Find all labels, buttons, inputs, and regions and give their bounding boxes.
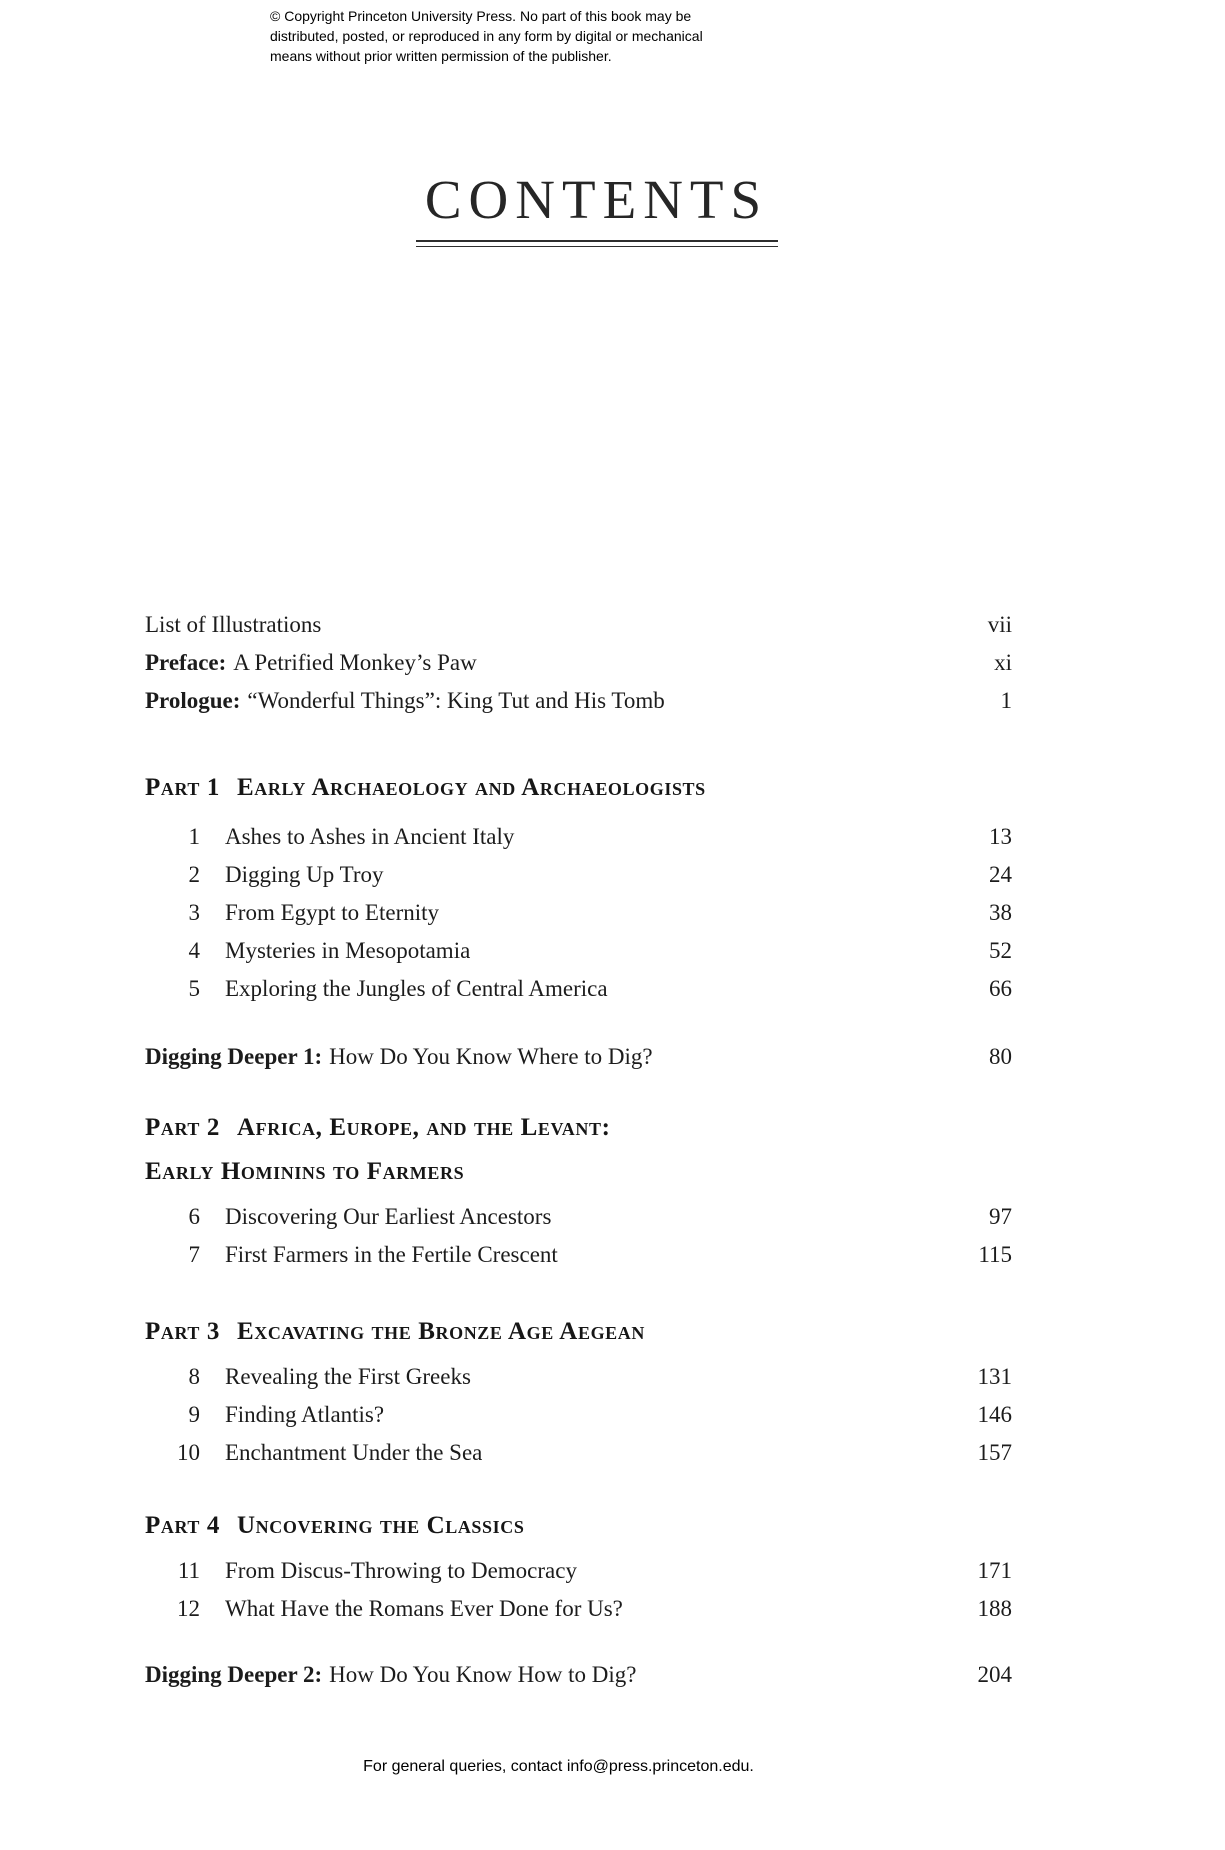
chapter-title: Revealing the First Greeks <box>225 1364 471 1389</box>
part-1-heading <box>145 766 1012 810</box>
chapter-title: Finding Atlantis? <box>225 1402 385 1427</box>
toc-entry-chapter <box>145 1552 1012 1590</box>
entry-page-number: 204 <box>977 1662 1012 1687</box>
entry-title: “Wonderful Things”: King Tut and His Tomb <box>247 688 665 713</box>
chapter-title: Mysteries in Mesopotamia <box>225 938 471 963</box>
chapter-number: 6 <box>188 1204 200 1229</box>
part-2-heading <box>145 1106 1012 1194</box>
part-heading-line-2: Early Hominins to Farmers <box>145 1158 465 1185</box>
chapter-number: 1 <box>188 824 200 849</box>
entry-page-number: 131 <box>977 1364 1012 1389</box>
entry-page-number: 146 <box>977 1402 1012 1427</box>
toc-entry-chapter <box>145 932 1012 970</box>
chapter-number: 10 <box>177 1440 200 1465</box>
entry-page-number: 13 <box>989 824 1012 849</box>
copyright-line: distributed, posted, or reproduced in any form by digital or mechanical <box>270 28 703 44</box>
chapter-title: Digging Up Troy <box>225 862 384 887</box>
entry-title: List of Illustrations <box>145 612 322 637</box>
entry-page-number: 52 <box>989 938 1012 963</box>
chapter-title: Discovering Our Earliest Ancestors <box>225 1204 552 1229</box>
toc-entry-chapter <box>145 970 1012 1008</box>
toc-entry-chapter <box>145 1434 1012 1472</box>
chapter-number: 8 <box>188 1364 200 1389</box>
part-title: Uncovering the Classics <box>237 1512 525 1539</box>
chapter-number: 5 <box>188 976 200 1001</box>
page-title: CONTENTS <box>424 169 769 230</box>
toc-entry-chapter <box>145 856 1012 894</box>
chapter-title: Exploring the Jungles of Central America <box>225 976 608 1001</box>
entry-page-number: 1 <box>1000 688 1012 713</box>
toc-entry-chapter <box>145 1236 1012 1274</box>
toc-entry-chapter <box>145 1358 1012 1396</box>
part-4-heading <box>145 1504 1012 1548</box>
part-label: Part 3 <box>145 1318 220 1345</box>
copyright-line: © Copyright Princeton University Press. No part of this book may be <box>270 8 692 24</box>
chapter-number: 7 <box>188 1242 200 1267</box>
entry-title: A Petrified Monkey’s Paw <box>233 650 477 675</box>
entry-title: How Do You Know How to Dig? <box>329 1662 637 1687</box>
footer-contact-note: For general queries, contact info@press.princeton.edu. <box>363 1758 754 1775</box>
entry-page-number: 157 <box>977 1440 1012 1465</box>
part-2-chapters <box>145 1198 1012 1274</box>
toc-entry-digging-deeper-2 <box>145 1656 1012 1694</box>
entry-page-number: 115 <box>978 1242 1012 1267</box>
toc-entry-preface <box>145 644 1012 682</box>
part-label: Part 4 <box>145 1512 220 1539</box>
chapter-title: From Discus-Throwing to Democracy <box>225 1558 577 1583</box>
toc-entry-chapter <box>145 1198 1012 1236</box>
part-heading-line-1 <box>145 1106 1012 1150</box>
toc-entry-list-of-illustrations <box>145 606 1012 644</box>
chapter-title: First Farmers in the Fertile Crescent <box>225 1242 558 1267</box>
entry-text <box>145 644 952 682</box>
toc-entry-chapter <box>145 1396 1012 1434</box>
entry-label: Digging Deeper 2: <box>145 1662 323 1687</box>
masthead <box>163 168 1030 247</box>
chapter-title: From Egypt to Eternity <box>225 900 440 925</box>
table-of-contents <box>145 606 1012 1694</box>
chapter-number: 2 <box>188 862 200 887</box>
part-3-chapters <box>145 1358 1012 1472</box>
entry-label: Digging Deeper 1: <box>145 1044 323 1069</box>
entry-label: Preface: <box>145 650 227 675</box>
entry-page-number: 80 <box>989 1044 1012 1069</box>
title-double-rule <box>416 240 778 247</box>
chapter-title: Enchantment Under the Sea <box>225 1440 483 1465</box>
copyright-line: means without prior written permission of the publisher. <box>270 48 612 64</box>
chapter-number: 11 <box>177 1558 200 1583</box>
part-label: Part 2 <box>145 1114 220 1141</box>
part-label: Part 1 <box>145 774 220 801</box>
chapter-number: 9 <box>188 1402 200 1427</box>
entry-page-number: 171 <box>977 1558 1012 1583</box>
toc-entry-chapter <box>145 894 1012 932</box>
toc-entry-prologue <box>145 682 1012 720</box>
copyright-notice <box>270 6 703 66</box>
part-1-chapters <box>145 818 1012 1008</box>
part-title: Africa, Europe, and the Levant: <box>237 1114 611 1141</box>
entry-label: Prologue: <box>145 688 241 713</box>
entry-page-number: vii <box>987 612 1012 637</box>
part-title: Excavating the Bronze Age Aegean <box>237 1318 645 1345</box>
toc-entry-chapter <box>145 818 1012 856</box>
chapter-title: Ashes to Ashes in Ancient Italy <box>225 824 515 849</box>
entry-page-number: 24 <box>989 862 1012 887</box>
part-3-heading <box>145 1310 1012 1354</box>
entry-page-number: 188 <box>977 1596 1012 1621</box>
chapter-number: 4 <box>188 938 200 963</box>
entry-page-number: 97 <box>989 1204 1012 1229</box>
part-title: Early Archaeology and Archaeologists <box>237 774 706 801</box>
entry-title: How Do You Know Where to Dig? <box>329 1044 653 1069</box>
entry-text <box>145 1038 952 1076</box>
chapter-number: 12 <box>177 1596 200 1621</box>
entry-text <box>145 682 952 720</box>
entry-page-number: 66 <box>989 976 1012 1001</box>
entry-text <box>145 1656 952 1694</box>
toc-entry-chapter <box>145 1590 1012 1628</box>
chapter-title: What Have the Romans Ever Done for Us? <box>225 1596 623 1621</box>
toc-entry-digging-deeper-1 <box>145 1038 1012 1076</box>
part-4-chapters <box>145 1552 1012 1628</box>
chapter-number: 3 <box>188 900 200 925</box>
entry-page-number: 38 <box>989 900 1012 925</box>
entry-page-number: xi <box>994 650 1012 675</box>
